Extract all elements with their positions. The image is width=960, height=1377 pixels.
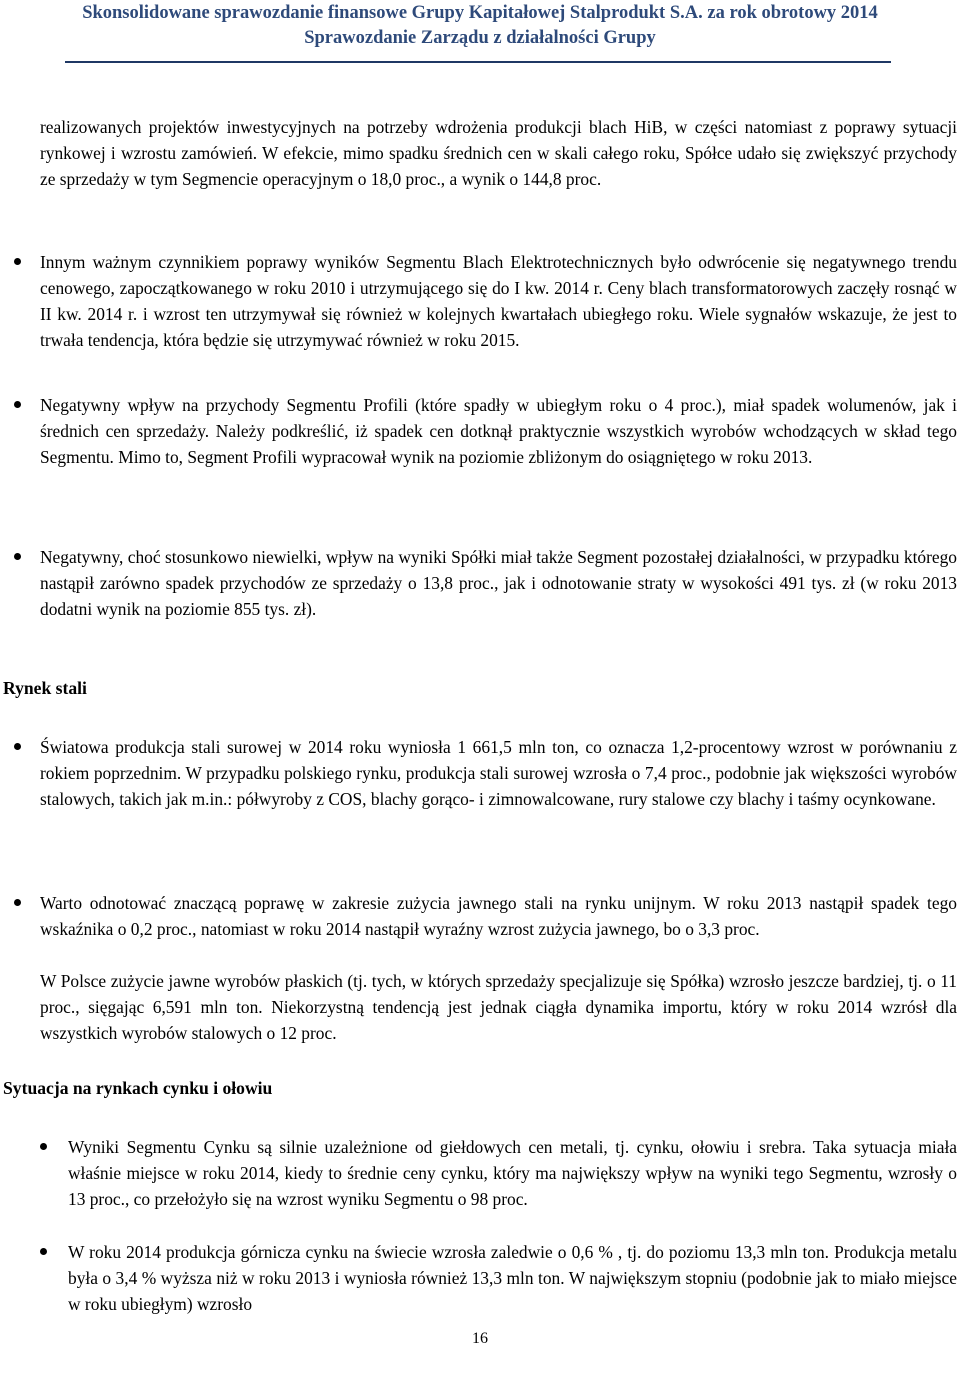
bullet-paragraph: Warto odnotować znaczącą poprawę w zakresie zużycia jawnego stali na rynku unijnym. W roku 2013 nastąpił spadek tego wskaźnika o 0,2 proc., natomiast w roku 2014 nastąpił wyraźny wzrost zużycia jawnego, bo o 3,3 proc. [40,893,957,939]
bullet-icon [14,553,21,560]
report-subtitle: Sprawozdanie Zarządu z działalności Grupy [304,28,656,48]
section-heading-steel: Rynek stali [3,678,87,698]
intro-paragraph: realizowanych projektów inwestycyjnych na potrzeby wdrożenia produkcji blach HiB, w części natomiast z poprawy sytuacji rynkowej i wzrostu zamówień. W efekcie, mimo spadku średnich cen w skali całego roku, Spółce udało się zwiększyć przychody ze sprzedaży w tym Segmencie operacyjnym o 18,0 proc., a wynik o 144,8 proc. [40,117,957,189]
bullet-icon [14,258,21,265]
section-heading-zinc: Sytuacja na rynkach cynku i ołowiu [3,1078,273,1098]
bullet-paragraph: Światowa produkcja stali surowej w 2014 roku wyniosła 1 661,5 mln ton, co oznacza 1,2-procentowy wzrost w porównaniu z rokiem poprzednim. W przypadku polskiego rynku, produkcja stali surowej wzrosła o 7,4 proc., podobnie jak większości wyrobów stalowych, takich jak m.in.: półwyroby z COS, blachy gorąco- i zimnowalcowane, rury stalowe czy blachy i taśmy ocynkowane. [40,737,957,809]
bullet-paragraph-continuation: W Polsce zużycie jawne wyrobów płaskich (tj. tych, w których sprzedaży specjalizuje się Spółka) wzrosło jeszcze bardziej, tj. o 11 proc., sięgając 6,591 mln ton. Niekorzystną tendencją jest jednak ciągła dynamika importu, który w roku 2014 wzrósł dla wszystkich wyrobów stalowych o 12 proc. [40,971,957,1043]
bullet-paragraph: Negatywny, choć stosunkowo niewielki, wpływ na wyniki Spółki miał także Segment pozostałej działalności, w przypadku którego nastąpił zarówno spadek przychodów ze sprzedaży o 13,8 proc., jak i odnotowanie straty w wysokości 491 tys. zł (w roku 2013 dodatni wynik na poziomie 855 tys. zł). [40,547,957,619]
bullet-paragraph: W roku 2014 produkcja górnicza cynku na świecie wzrosła zaledwie o 0,6 % , tj. do poziomu 13,3 mln ton. Produkcja metalu była o 3,4 % wyższa niż w roku 2013 i wyniosła również 13,3 mln ton. W największym stopniu (podobnie jak to miało miejsce w roku ubiegłym) wzrosło [68,1242,957,1314]
document-header [0,0,960,64]
bullet-icon [14,743,21,750]
bullet-paragraph: Wyniki Segmentu Cynku są silnie uzależnione od giełdowych cen metali, tj. cynku, ołowiu i srebra. Taka sytuacja miała właśnie miejsce w roku 2014, kiedy to średnie ceny cynku, który ma największy wpływ na wyniki tego Segmentu, wzrosły o 13 proc., co przełożyło się na wzrost wyniku Segmentu o 98 proc. [68,1137,957,1209]
report-title: Skonsolidowane sprawozdanie finansowe Grupy Kapitałowej Stalprodukt S.A. za rok obrotowy 2014 [82,3,878,23]
bullet-icon [40,1248,47,1255]
bullet-paragraph: Innym ważnym czynnikiem poprawy wyników Segmentu Blach Elektrotechnicznych było odwrócenie się negatywnego trendu cenowego, zapoczątkowanego w roku 2010 i utrzymującego się do I kw. 2014 r. Ceny blach transformatorowych zaczęły rosnąć w II kw. 2014 r. i wzrost ten utrzymywał się również w kolejnych kwartałach ubiegłego roku. Wiele sygnałów wskazuje, że jest to trwała tendencja, która będzie się utrzymywać również w roku 2015. [40,252,957,350]
bullet-icon [14,401,21,408]
header-rule [65,61,891,63]
bullet-icon [40,1143,47,1150]
bullet-icon [14,899,21,906]
bullet-paragraph: Negatywny wpływ na przychody Segmentu Profili (które spadły w ubiegłym roku o 4 proc.), miał spadek wolumenów, jak i średnich cen sprzedaży. Należy podkreślić, iż spadek cen dotknął praktycznie wszystkich wyrobów wchodzących w skład tego Segmentu. Mimo to, Segment Profili wypracował wynik na poziomie zbliżonym do osiągniętego w roku 2013. [40,395,957,467]
page-number: 16 [472,1330,488,1347]
